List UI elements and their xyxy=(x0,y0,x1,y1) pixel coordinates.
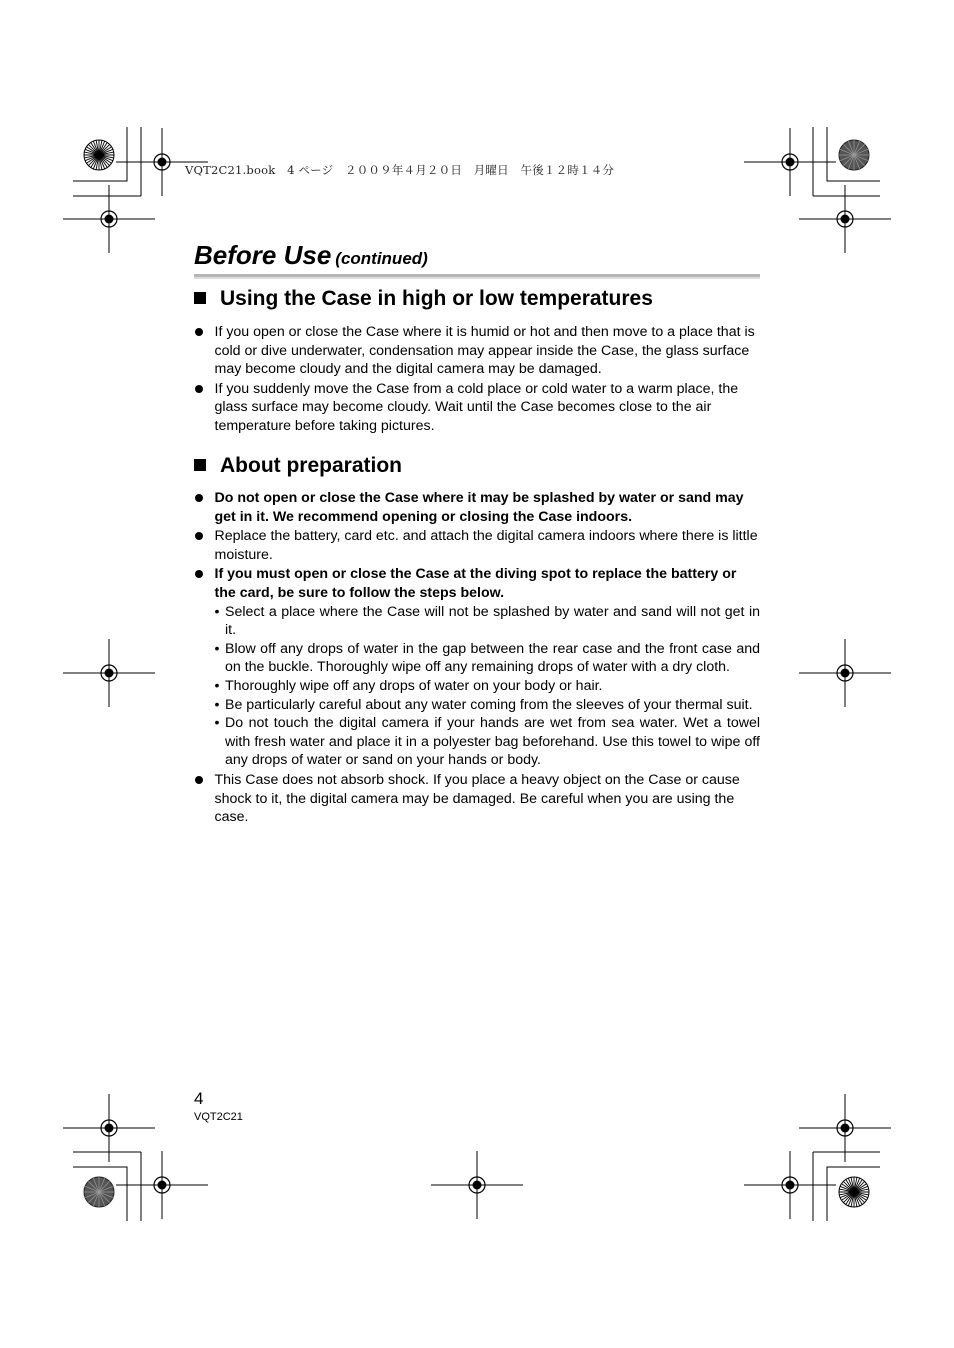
sub-list-item-text: Be particularly careful about any water coming from the sleeves of your thermal suit. xyxy=(225,696,753,713)
list-item-text: If you open or close the Case where it is humid or hot and then move to a place that is cold or dive underwater, condensation may appear inside the Case, the glass surface may become cloudy and the digital camera may be damaged. xyxy=(214,324,755,378)
list-item xyxy=(194,771,760,827)
sub-bullet: • xyxy=(214,640,220,657)
list-item xyxy=(194,565,760,770)
sub-bullet: • xyxy=(214,677,220,694)
temperatures-list xyxy=(194,323,760,437)
page-title-main: Before Use xyxy=(194,240,332,270)
page-number: 4 xyxy=(194,1089,204,1108)
square-bullet-icon xyxy=(194,292,206,304)
list-item-text: Replace the battery, card etc. and attach the digital camera indoors where there is little moisture. xyxy=(214,528,758,563)
sub-list-item-text: Thoroughly wipe off any drops of water on your body or hair. xyxy=(225,677,603,694)
section-heading-temperatures xyxy=(194,287,653,311)
list-item xyxy=(194,527,760,564)
square-bullet-icon xyxy=(194,459,206,471)
bullet-dot-icon xyxy=(195,328,203,336)
sub-bullet: • xyxy=(214,715,220,732)
print-job-header: VQT2C21.book 4 ページ ２００９年４月２０日 月曜日 午後１２時１４分 xyxy=(185,163,615,177)
section-heading-preparation xyxy=(194,454,402,478)
list-item-text: If you must open or close the Case at the diving spot to replace the battery or the card, be sure to follow the steps below. xyxy=(214,566,737,601)
page-title-continued: (continued) xyxy=(335,249,428,268)
bullet-dot-icon xyxy=(195,532,203,540)
section-heading-text: Using the Case in high or low temperatures xyxy=(220,287,653,310)
sub-list-item xyxy=(215,677,761,696)
sub-list-item-text: Do not touch the digital camera if your hands are wet from sea water. Wet a towel with fresh water and place it in a polyester bag beforehand. Use this towel to wipe off any drops of water or sand on your hands or body. xyxy=(225,715,760,769)
bullet-dot-icon xyxy=(195,494,203,502)
sub-bullet: • xyxy=(214,603,220,620)
section-heading-text: About preparation xyxy=(220,454,402,477)
sub-bullet: • xyxy=(214,696,220,713)
list-item-text: This Case does not absorb shock. If you place a heavy object on the Case or cause shock to it, the digital camera may be damaged. Be careful when you are using the case. xyxy=(214,771,740,826)
list-item-text: If you suddenly move the Case from a cold place or cold water to a warm place, the glass surface may become cloudy. Wait until the Case becomes close to the air temperature before taking pictures. xyxy=(214,380,739,434)
sub-list-item xyxy=(215,603,761,640)
bullet-dot-icon xyxy=(195,570,203,578)
list-item xyxy=(194,380,760,436)
title-underline-bar xyxy=(194,274,760,279)
sub-list-item xyxy=(215,696,761,715)
list-item xyxy=(194,323,760,379)
sub-list-item-text: Blow off any drops of water in the gap between the rear case and the front case and on the buckle. Thoroughly wipe off any remaining drops of water with a dry cloth. xyxy=(225,640,760,676)
list-item xyxy=(194,489,760,526)
bullet-dot-icon xyxy=(195,385,203,393)
sub-list-item-text: Select a place where the Case will not be splashed by water and sand will not get in it. xyxy=(225,603,760,639)
bullet-dot-icon xyxy=(195,776,203,784)
preparation-list xyxy=(194,489,760,828)
document-code: VQT2C21 xyxy=(194,1111,243,1123)
sub-list-item xyxy=(215,714,761,770)
sub-list-item xyxy=(215,640,761,677)
diving-spot-steps xyxy=(215,603,761,770)
page-title xyxy=(194,240,428,271)
list-item-text: Do not open or close the Case where it may be splashed by water or sand may get in it. We recommend opening or closing the Case indoors. xyxy=(214,490,744,525)
